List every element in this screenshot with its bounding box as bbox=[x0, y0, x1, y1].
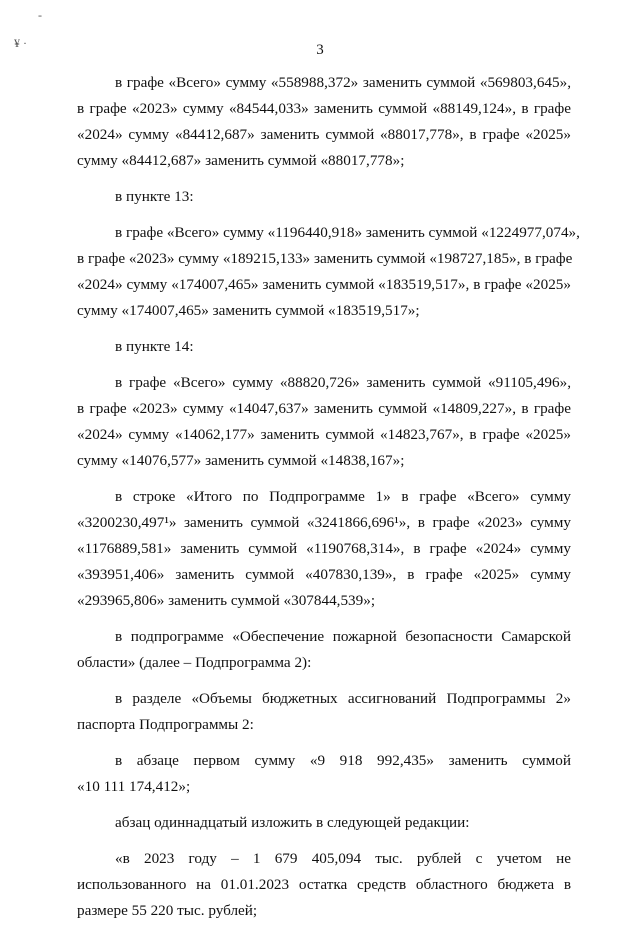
text-line: «3200230,497¹» заменить суммой «3241866,696¹», в графе «2023» сумму bbox=[77, 514, 571, 531]
text-line: сумму «174007,465» заменить суммой «183519,517»; bbox=[77, 302, 420, 319]
text-line: в пункте 13: bbox=[115, 188, 194, 205]
page-number: 3 bbox=[316, 42, 324, 58]
text-line: «10 111 174,412»; bbox=[77, 778, 191, 795]
text-line: «1176889,581» заменить суммой «1190768,314», в графе «2024» сумму bbox=[77, 540, 571, 557]
text-line: в графе «Всего» сумму «558988,372» заменить суммой «569803,645», bbox=[115, 74, 571, 91]
paragraph bbox=[77, 370, 571, 474]
text-line: в графе «2023» сумму «189215,133» заменить суммой «198727,185», в графе bbox=[77, 250, 573, 267]
text-line: «в 2023 году – 1 679 405,094 тыс. рублей с учетом не bbox=[115, 850, 571, 867]
text-line: в графе «2023» сумму «84544,033» заменить суммой «88149,124», в графе bbox=[77, 100, 571, 117]
paragraph bbox=[77, 810, 571, 836]
text-line: в графе «Всего» сумму «1196440,918» заменить суммой «1224977,074», bbox=[115, 224, 580, 241]
text-line: паспорта Подпрограммы 2: bbox=[77, 716, 254, 733]
text-line: в разделе «Объемы бюджетных ассигнований Подпрограммы 2» bbox=[115, 690, 571, 707]
text-line: «293965,806» заменить суммой «307844,539»; bbox=[77, 592, 376, 609]
paragraph bbox=[77, 624, 571, 676]
document-body bbox=[77, 70, 580, 934]
text-line: сумму «84412,687» заменить суммой «88017,778»; bbox=[77, 152, 405, 169]
text-line: «2024» сумму «174007,465» заменить суммой «183519,517», в графе «2025» bbox=[77, 276, 571, 293]
paragraph bbox=[77, 220, 580, 324]
text-line: размере 55 220 тыс. рублей; bbox=[77, 902, 258, 919]
text-line: использованного на 01.01.2023 остатка средств областного бюджета в bbox=[77, 876, 571, 893]
text-line: «393951,406» заменить суммой «407830,139», в графе «2025» сумму bbox=[77, 566, 571, 583]
text-line: в графе «2023» сумму «14047,637» заменить суммой «14809,227», в графе bbox=[77, 400, 571, 417]
paragraph bbox=[77, 686, 571, 738]
scan-mark: ¥ · bbox=[14, 36, 27, 50]
text-line: в строке «Итого по Подпрограмме 1» в графе «Всего» сумму bbox=[115, 488, 571, 505]
text-line: в подпрограмме «Обеспечение пожарной безопасности Самарской bbox=[115, 628, 571, 645]
text-line: «2024» сумму «14062,177» заменить суммой «14823,767», в графе «2025» bbox=[77, 426, 571, 443]
text-line: сумму «14076,577» заменить суммой «14838,167»; bbox=[77, 452, 405, 469]
paragraph bbox=[77, 184, 571, 210]
paragraph bbox=[77, 70, 571, 174]
text-line: в пункте 14: bbox=[115, 338, 194, 355]
text-line: в абзаце первом сумму «9 918 992,435» заменить суммой bbox=[115, 752, 571, 769]
scan-mark: - bbox=[38, 8, 42, 22]
text-line: в графе «Всего» сумму «88820,726» заменить суммой «91105,496», bbox=[115, 374, 571, 391]
text-line: области» (далее – Подпрограмма 2): bbox=[77, 654, 312, 671]
paragraph bbox=[77, 748, 571, 800]
paragraph bbox=[77, 484, 571, 614]
paragraph bbox=[77, 334, 571, 360]
text-line: «2024» сумму «84412,687» заменить суммой «88017,778», в графе «2025» bbox=[77, 126, 571, 143]
paragraph bbox=[77, 846, 571, 924]
text-line: абзац одиннадцатый изложить в следующей редакции: bbox=[115, 814, 470, 831]
